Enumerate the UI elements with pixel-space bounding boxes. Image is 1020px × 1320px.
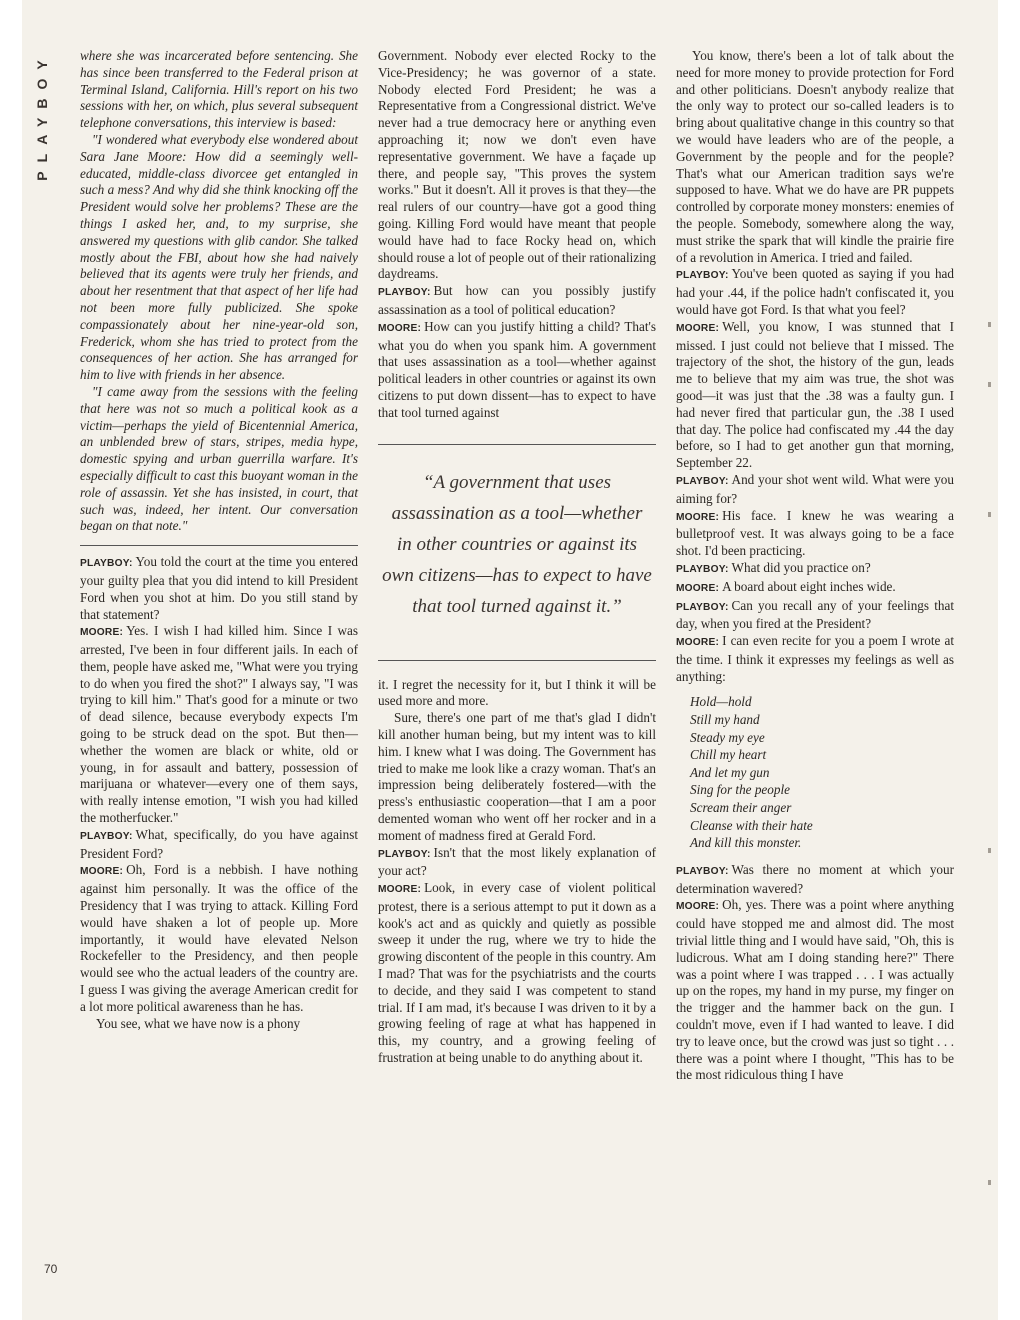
qa-text: What did you practice on? xyxy=(731,559,871,575)
qa-text: You know, there's been a lot of talk about the need for more money to provide protection for Ford and other politicians. Doesn't anybody realize that the only way to protect our so-called leaders is to bring about qualitative change in this country so that we would have leaders who are of the people, a Government by the people and for the people? That's what our American tradition says we're supposed to have. What we do have are PR puppets controlled by corporate money monsters: enemies of the people. Somebody, somewhere along the way, must strike the spark that will kindle the prairie fire of a revolution in America. I tried and failed. xyxy=(676,48,954,265)
qa-text: Was there no moment at which your determination wavered? xyxy=(676,861,954,896)
qa-paragraph xyxy=(676,598,954,634)
page-number: 70 xyxy=(44,1262,58,1276)
speaker-label: MOORE: xyxy=(676,637,720,649)
qa-text: You've been quoted as saying if you had had your .44, if the police hadn't confiscated it, you would have got Ford. Is that what you feel? xyxy=(676,266,954,317)
qa-text: it. I regret the necessity for it, but I think it will be used more and more. xyxy=(378,676,656,709)
qa-text: Yes. I wish I had killed him. Since I was arrested, I've been in four different jails. In each of them, people have asked me, "What were you trying to do when you fired the shot?" I always say, "I was trying to kill him." That's good for a minute or two of dead silence, because everybody expects I'm going to be struck dead on the spot. But then—whether the women are black or white, old or young, in for assault and battery, possession of marijuana or whatever—every one of them says, with really intense emotion, "I wish you had killed the motherfucker." xyxy=(80,623,358,826)
qa-text: You told the court at the time you entered your guilty plea that you did intend to kill President Ford when you shot at him. Do you still stand by that statement? xyxy=(80,554,358,622)
poem-line: Steady my eye xyxy=(690,729,765,745)
scan-mark xyxy=(988,382,991,387)
qa-paragraph xyxy=(80,623,358,827)
poem-line: Scream their anger xyxy=(690,800,792,816)
qa-paragraph xyxy=(378,319,656,422)
column-3 xyxy=(676,48,954,1084)
speaker-label: MOORE: xyxy=(80,627,124,639)
pull-quote: “A government that uses assassination as a tool—whether in other countries or against its own citizens—has to expect to have that tool turned against it.” xyxy=(378,444,656,661)
qa-text: Well, you know, I was stunned that I missed. I just could not believe that I missed. The trajectory of the shot, the history of the gun, leads me to believe that my aim was true, the shot was good—it was just that the .38 was a faulty gun. I had never fired that particular gun, the .38 I used that day. The police had confiscated my .44 the day before, so I had to get another gun that morning, September 22. xyxy=(676,318,954,471)
qa-paragraph xyxy=(80,1016,358,1033)
qa-text: Government. Nobody ever elected Rocky to the Vice-Presidency; he was governor of a state. Nobody elected Ford President; he was a Representative from a Congressional district. We've never had a true democracy here or anything even approaching it; now we don't even have representative government. We have a façade up there, and people say, "This proves the system works." But it doesn't. All it proves is that they—the real rulers of our country—have got a good thing going. Killing Ford would have meant that people would have had to face Rocky head on, which should rouse a lot of people out of their rationalizing daydreams. xyxy=(378,48,656,282)
speaker-label: PLAYBOY: xyxy=(676,865,729,877)
speaker-label: MOORE: xyxy=(676,582,720,594)
speaker-label: MOORE: xyxy=(80,866,124,878)
speaker-label: MOORE: xyxy=(676,322,720,334)
qa-paragraph xyxy=(676,897,954,1084)
qa-text: Oh, Ford is a nebbish. I have nothing against him personally. It was the office of the Presidency that I was trying to attack. Killing Ford would have shaken a lot of people up. More importantly, it would have elevated Nelson Rockefeller to the Presidency, and then people would see who the actual leaders of the country are. I guess I was giving the average American credit for a lot more political awareness than he has. xyxy=(80,862,358,1014)
speaker-label: PLAYBOY: xyxy=(676,475,729,487)
intro-paragraph: "I wondered what everybody else wondered about Sara Jane Moore: How did a seemingly well-educated, middle-class divorcee get entangled in such a mess? And why did she think knocking off the President would solve her problems? These are the things I asked her, and, to my surprise, she answered my questions with glib candor. She talked mostly about the FBI, about how she had naively believed that its agents were truly her friends, and about her resentment that that aspect of her life had not been more fully publicized. She spoke compassionately about her nine-year-old son, Frederick, whom she has tried to protect from the consequences of her action. She has arranged for him to live with friends in her absence. xyxy=(80,131,358,383)
qa-text: Oh, yes. There was a point where anything could have stopped me and almost did. The most trivial little thing and I would have said, "Oh, this is ludicrous. What am I doing standing here?" There was a point where I was trapped . . . I was actually up on the ropes, my hand in my purse, my finger on the trigger and the hammer back on the gun. I couldn't move, even if I had wanted to leave. I did try to leave once, but the crowd was just so tight . . . there was a point where I thought, "This has to be the most ridiculous thing I have xyxy=(676,897,954,1083)
speaker-label: PLAYBOY: xyxy=(80,558,133,570)
speaker-label: PLAYBOY: xyxy=(80,830,133,842)
qa-paragraph xyxy=(378,677,656,711)
qa-text: Can you recall any of your feelings that day, when you fired at the President? xyxy=(676,597,954,632)
qa-paragraph xyxy=(378,48,656,283)
intro-paragraph: where she was incarcerated before sentencing. She has since been transferred to the Federal prison at Terminal Island, California. Hill's report on his two sessions with her, on which, plus several subsequent telephone conversations, this interview is based: xyxy=(80,48,358,131)
qa-paragraph xyxy=(378,880,656,1067)
column-1 xyxy=(80,48,358,1032)
column-2 xyxy=(378,48,656,1067)
qa-paragraph xyxy=(80,554,358,623)
qa-paragraph xyxy=(378,845,656,881)
qa-paragraph xyxy=(676,579,954,598)
speaker-label: PLAYBOY: xyxy=(676,270,729,282)
qa-paragraph xyxy=(378,283,656,319)
speaker-label: MOORE: xyxy=(378,322,422,334)
poem-line: Cleanse with their hate xyxy=(690,817,813,833)
scan-mark xyxy=(988,1180,991,1185)
intro-paragraph: "I came away from the sessions with the feeling that here was not so much a political kook as a victim—perhaps the yield of Bicentennial America, an unblended brew of stars, stripes, media hype, domestic spying and urban guerrilla warfare. It's especially difficult to cast this buoyant woman in the role of assassin. Yet she has insisted, in court, that such was, indeed, her intent. Our conversation began on that note." xyxy=(80,383,358,534)
qa-text: How can you justify hitting a child? That's what you do when you spank him. A government that uses assassination as a tool—whether against political leaders in other countries or against its own citizens to put down dissent—has to expect to have that tool turned against xyxy=(378,318,656,420)
qa-paragraph xyxy=(80,862,358,1015)
speaker-label: MOORE: xyxy=(676,511,720,523)
poem-line: And let my gun xyxy=(690,764,770,780)
qa-text: Sure, there's one part of me that's glad I didn't kill another human being, but my intent was to kill him. I knew what I was doing. The Government has tried to make me look like a crazy woman. That's an impression being deliberately fostered—with the press's enthusiastic cooperation—that I am a poor demented woman who went off her rocker and in a moment of madness fired at Gerald Ford. xyxy=(378,710,656,843)
interview-text xyxy=(80,554,358,1032)
poem-line: Still my hand xyxy=(690,712,760,728)
qa-paragraph xyxy=(676,862,954,898)
qa-paragraph xyxy=(676,48,954,266)
qa-text: You see, what we have now is a phony xyxy=(96,1015,301,1031)
qa-text: His face. I knew he was wearing a bulletproof vest. It was always going to be a face shot. I'd been practicing. xyxy=(676,507,954,559)
speaker-label: PLAYBOY: xyxy=(378,287,431,299)
qa-paragraph xyxy=(378,710,656,844)
speaker-label: PLAYBOY: xyxy=(676,563,729,575)
poem-line: Hold—hold xyxy=(690,694,752,710)
speaker-label: MOORE: xyxy=(676,901,720,913)
poem-line: And kill this monster. xyxy=(690,835,802,851)
qa-paragraph xyxy=(676,472,954,508)
qa-paragraph xyxy=(676,560,954,579)
qa-text: What, specifically, do you have against President Ford? xyxy=(80,826,358,861)
qa-paragraph xyxy=(676,508,954,560)
qa-paragraph xyxy=(676,319,954,472)
qa-text: But how can you possibly justify assassination as a tool of political education? xyxy=(378,283,656,317)
speaker-label: PLAYBOY: xyxy=(676,601,729,613)
speaker-label: PLAYBOY: xyxy=(378,848,431,860)
masthead xyxy=(30,46,54,186)
qa-paragraph xyxy=(80,827,358,863)
speaker-label: MOORE: xyxy=(378,884,422,896)
qa-paragraph xyxy=(676,266,954,318)
masthead-text: PLAYBOY xyxy=(34,51,50,181)
qa-text: Isn't that the most likely explanation of your act? xyxy=(378,844,656,879)
poem-line: Sing for the people xyxy=(690,782,790,798)
qa-paragraph xyxy=(676,633,954,685)
poem xyxy=(690,693,954,851)
qa-text: I can even recite for you a poem I wrote at the time. I think it expresses my feelings as well as anything: xyxy=(676,633,954,684)
scan-mark xyxy=(988,848,991,853)
qa-text: And your shot went wild. What were you aiming for? xyxy=(676,471,954,506)
scan-mark xyxy=(988,512,991,517)
scan-mark xyxy=(988,322,991,327)
poem-line: Chill my heart xyxy=(690,747,767,763)
qa-text: A board about eight inches wide. xyxy=(722,578,896,594)
editor-intro xyxy=(80,48,358,546)
qa-text: Look, in every case of violent political protest, there is a serious attempt to put it down as a kook's act and as quickly and quietly as possible sweep it under the rug, where we try to hide the growing discontent of the people in this country. Am I mad? That was for the psychiatrists and the courts to decide, and they said I was competent to stand trial. If I am mad, it's because I was driven to it by a growing feeling of rage at what has happened in this, my country, and a growing feeling of frustration at being unable to do anything about it. xyxy=(378,880,656,1066)
